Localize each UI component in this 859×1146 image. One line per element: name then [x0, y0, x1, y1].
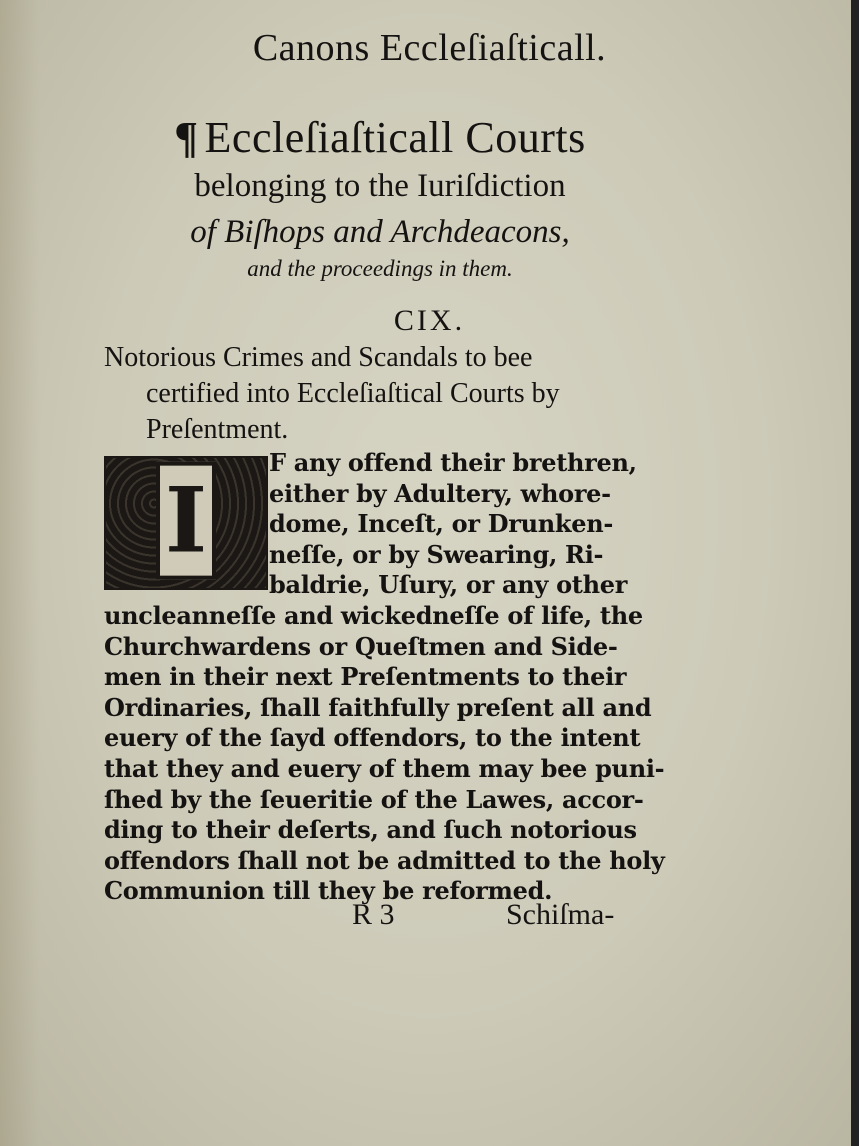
body-line: men in their next Preſentments to their: [104, 662, 627, 692]
running-head: Canons Eccleſiaſticall.: [252, 27, 607, 69]
canon-heading-line: Notorious Crimes and Scandals to bee: [104, 342, 533, 373]
canon-number: CIX.: [393, 304, 466, 337]
section-title-line-3: of Biſhops and Archdeacons,: [190, 214, 570, 250]
page-edge-stain: [0, 0, 40, 1146]
initial-letter: I: [156, 462, 216, 580]
body-line: either by Adultery, whore-: [269, 478, 611, 508]
section-title-line-2: belonging to the Iuriſdiction: [194, 168, 566, 204]
section-title-line-4: and the proceedings in them.: [247, 256, 513, 281]
body-line: baldrie, Uſury, or any other: [269, 570, 628, 600]
canon-heading-line: certified into Eccleſiaſtical Courts by: [146, 378, 560, 409]
canon-heading-line: Preſentment.: [146, 414, 289, 445]
body-line: neſſe, or by Swearing, Ri-: [269, 539, 604, 569]
section-title-text: Eccleſiaſticall Courts: [204, 113, 586, 162]
body-line: that they and euery of them may bee puni-: [104, 753, 665, 783]
body-line: Communion till they be reformed.: [104, 876, 553, 906]
body-line: dome, Inceſt, or Drunken-: [269, 509, 614, 539]
body-line: offendors ſhall not be admitted to the holy: [104, 845, 665, 875]
canon-heading: [104, 340, 644, 448]
scan-border: [851, 0, 859, 1146]
body-line: Churchwardens or Queſtmen and Side-: [104, 631, 618, 661]
canon-body: [104, 448, 665, 907]
body-line: euery of the ſayd offendors, to the intent: [104, 723, 641, 753]
body-line: uncleanneſſe and wickedneſſe of life, the: [104, 600, 643, 630]
pilcrow-mark: ¶: [174, 113, 199, 162]
catchword: Schiſma-: [506, 898, 615, 931]
signature-mark: R 3: [352, 898, 395, 931]
body-line: ding to their deſerts, and ſuch notorious: [104, 815, 637, 845]
section-title-line-1: [100, 112, 660, 163]
body-line: Ordinaries, ſhall faithfully preſent all and: [104, 692, 652, 722]
body-line: ſhed by the ſeueritie of the Lawes, accor-: [104, 784, 644, 814]
body-line: F any offend their brethren,: [269, 448, 637, 477]
